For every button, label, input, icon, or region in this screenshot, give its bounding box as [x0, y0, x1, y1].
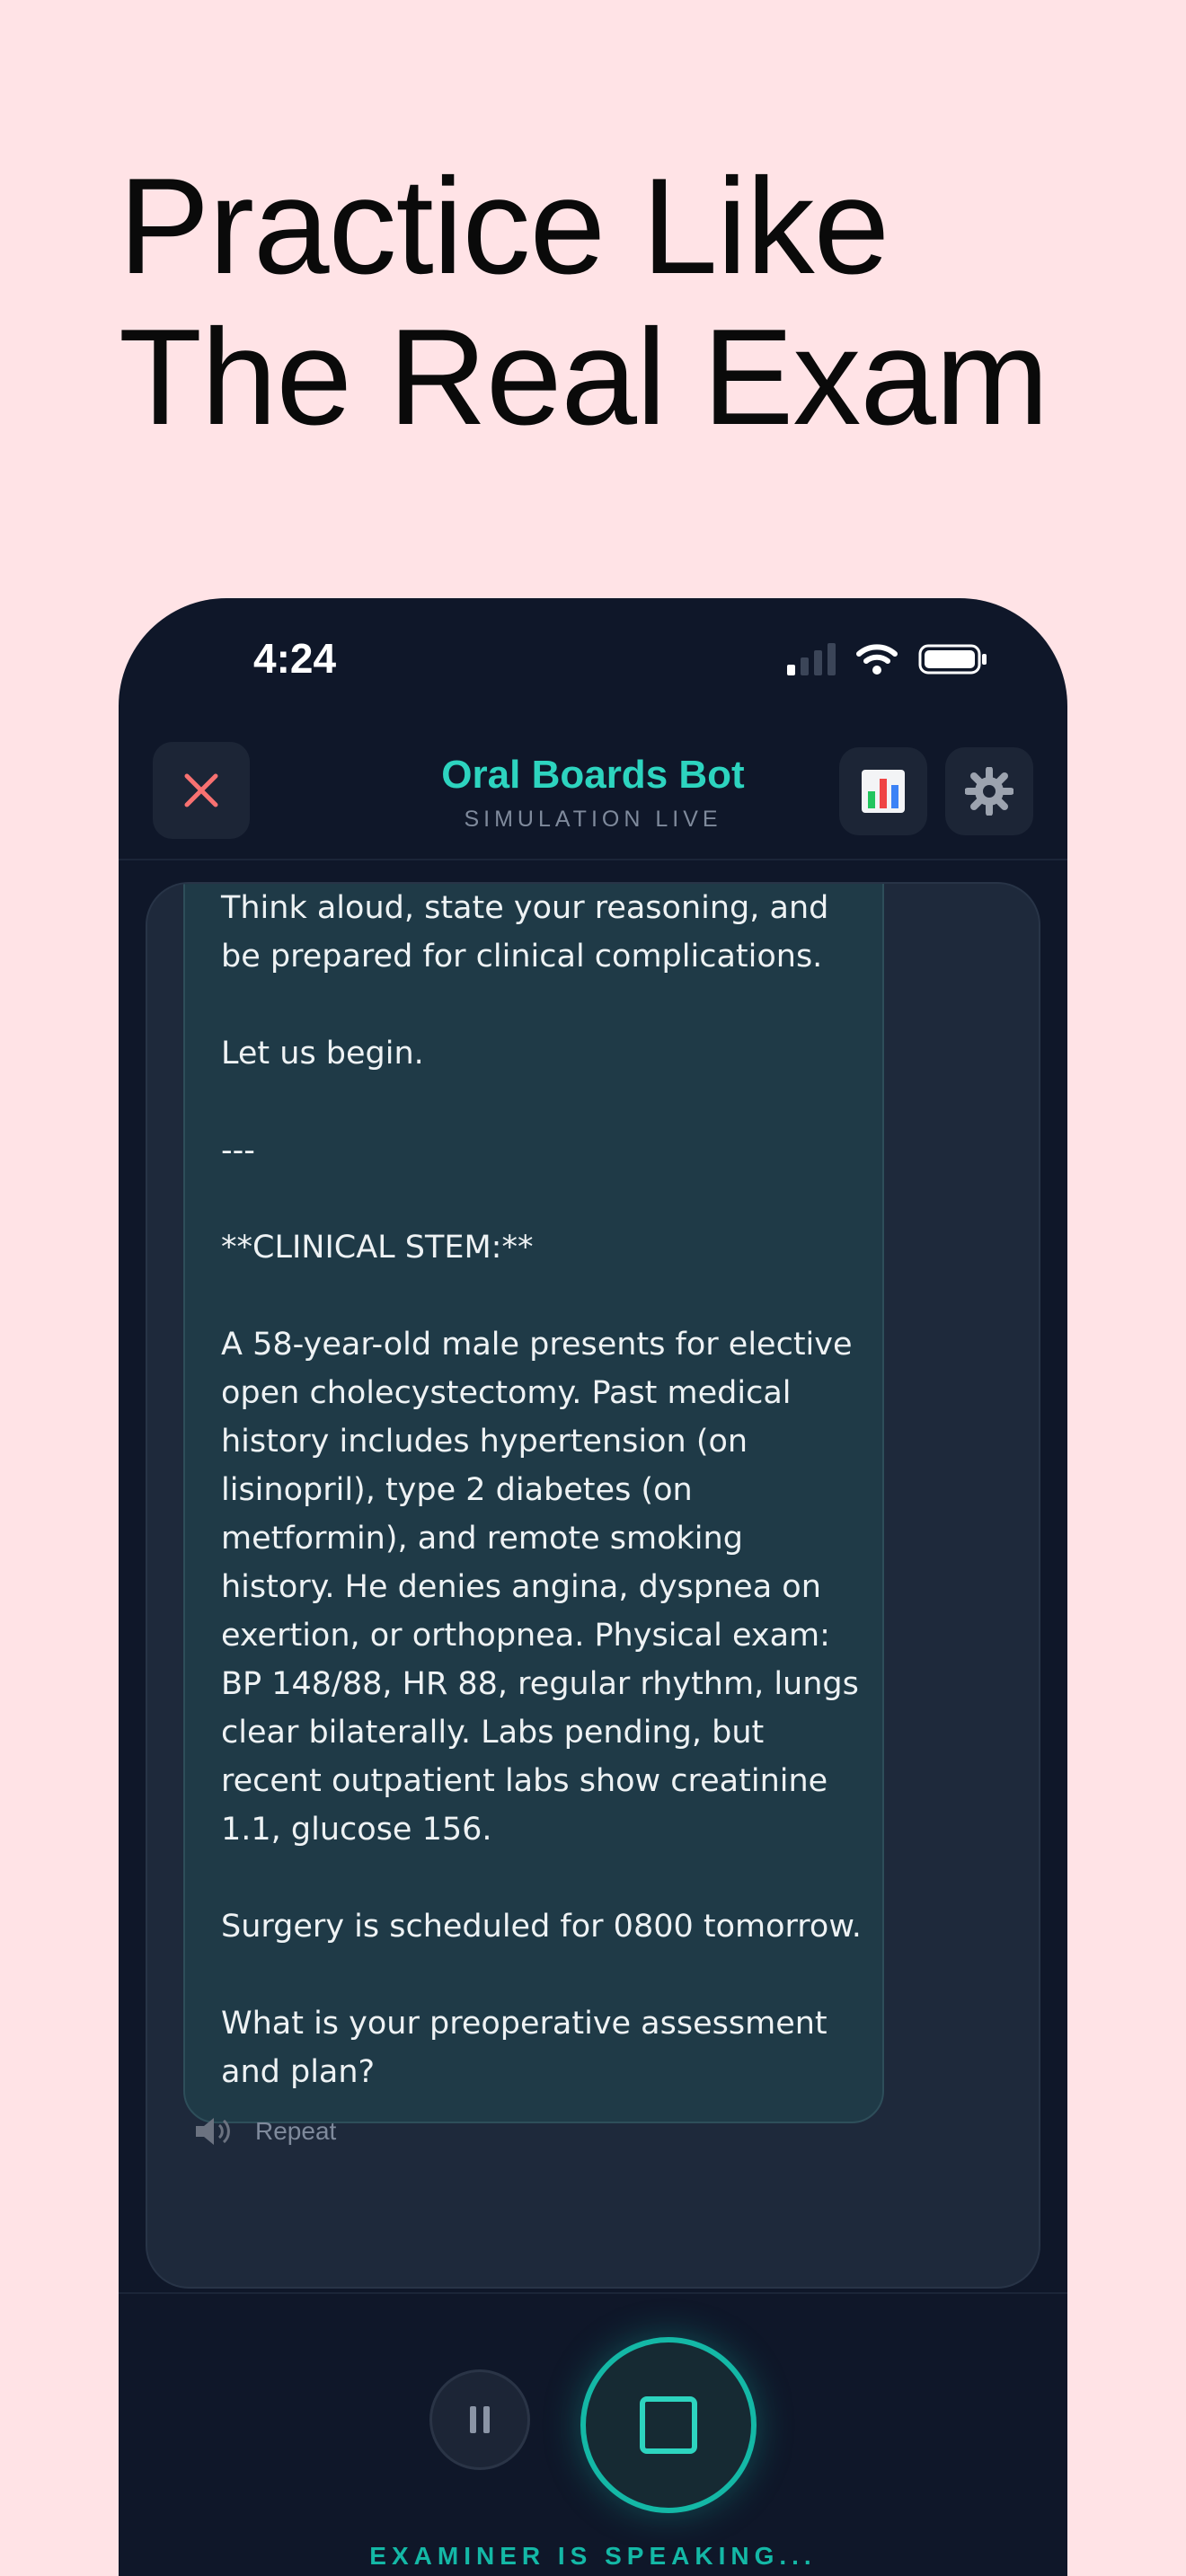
stop-button[interactable]: [580, 2337, 757, 2513]
wifi-icon: [855, 643, 898, 675]
headline: [119, 151, 1049, 453]
chat-area[interactable]: [146, 882, 1040, 2289]
speaker-icon: [192, 2113, 234, 2150]
message-text: Think aloud, state your reasoning, and be prepared for clinical complications. Let us begin. --- **CLINICAL STEM:** A 58-year-old male presents for elective open cholecystectomy. Past medical history includes hypertension (on lisinopril), type 2 diabetes (on metformin), and remote smoking history. He denies angina, dyspnea on exertion, or orthopnea. Physical exam: BP 148/88, HR 88, regular rhythm, lungs clear bilaterally. Labs pending, but recent outpatient labs show creatinine 1.1, glucose 156. Surgery is scheduled for 0800 tomorrow. What is your preoperative assessment and plan?: [221, 890, 862, 2090]
headline-line-2: The Real Exam: [119, 301, 1049, 454]
battery-icon: [918, 643, 988, 675]
pause-button[interactable]: [429, 2369, 530, 2470]
app-title: Oral Boards Bot: [441, 753, 745, 797]
phone-frame: [119, 598, 1067, 2576]
control-bar: [119, 2292, 1067, 2576]
examiner-message-bubble: [183, 882, 884, 2123]
speaking-status: EXAMINER IS SPEAKING...: [369, 2542, 817, 2570]
stats-button[interactable]: [839, 747, 927, 835]
gear-icon: [965, 767, 1013, 816]
signal-icon: [787, 643, 836, 675]
app-subtitle: SIMULATION LIVE: [464, 807, 722, 832]
app-header: [119, 742, 1067, 860]
repeat-button[interactable]: [192, 2113, 336, 2150]
stop-icon: [640, 2396, 697, 2454]
headline-line-1: Practice Like: [119, 150, 890, 303]
status-time: 4:24: [253, 635, 337, 682]
bar-chart-icon: [860, 768, 907, 815]
pause-icon: [470, 2406, 490, 2433]
status-icons: [787, 643, 988, 675]
repeat-label: Repeat: [255, 2117, 337, 2145]
settings-button[interactable]: [945, 747, 1033, 835]
